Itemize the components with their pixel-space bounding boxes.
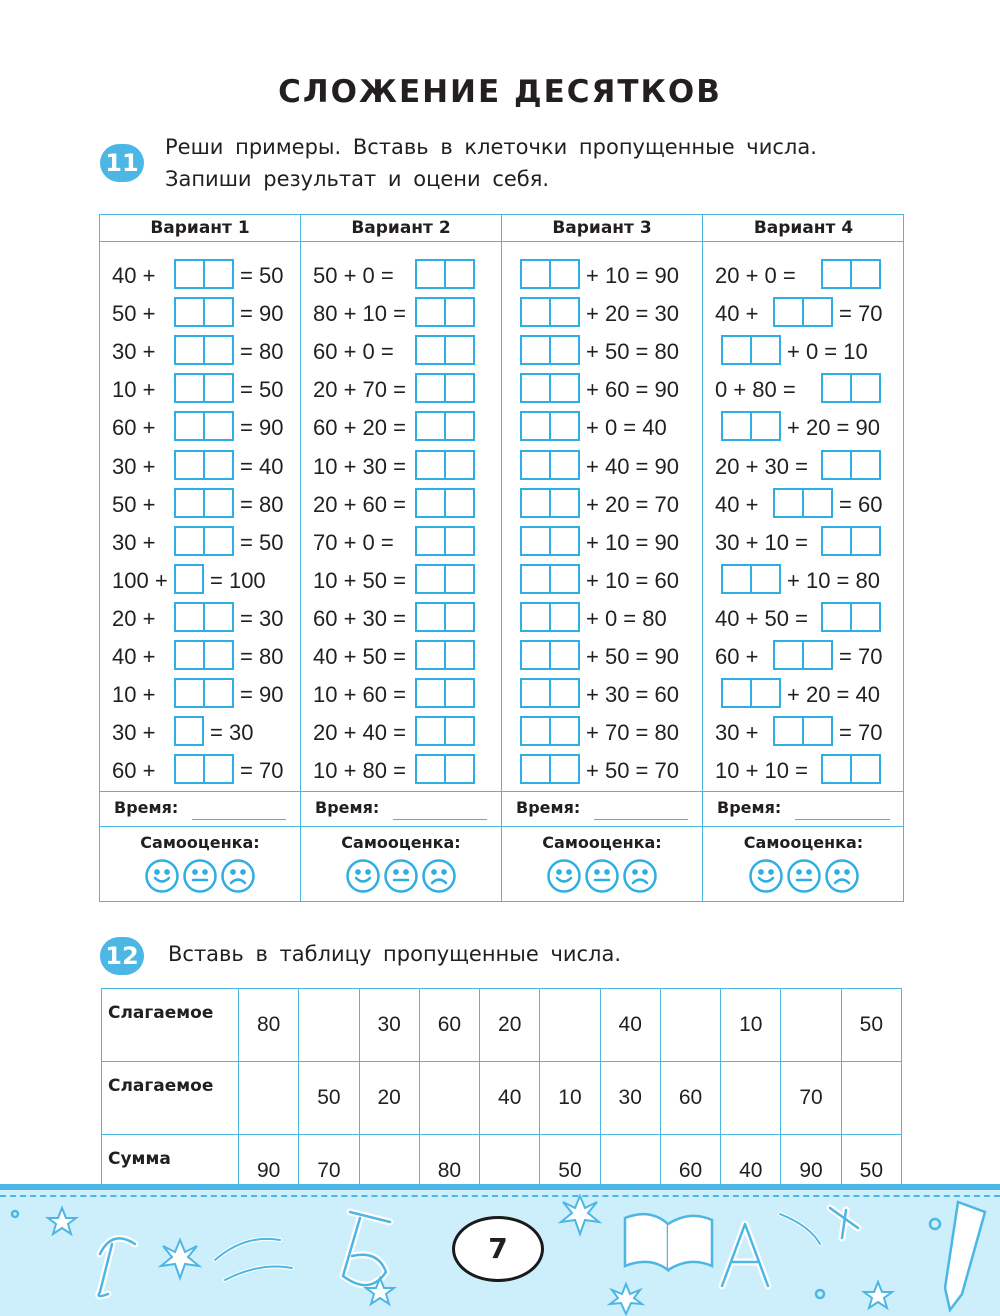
answer-box[interactable] — [721, 335, 781, 365]
equation-right-text: + 0 = 10 — [787, 339, 868, 365]
equation-row — [100, 411, 300, 445]
equation-left-text: 20 + — [112, 605, 156, 631]
answer-box[interactable] — [821, 602, 881, 632]
equation-right-text: = 100 — [210, 567, 266, 593]
answer-box[interactable] — [520, 373, 580, 403]
equation-left-text: 100 + — [112, 567, 168, 593]
task-11-badge: 11 — [100, 144, 144, 182]
equation-row — [703, 754, 904, 788]
equation-left-text: 30 + 10 = — [715, 529, 808, 555]
variant-header: Вариант 2 — [301, 215, 501, 242]
empty-cell[interactable] — [781, 989, 841, 1062]
equation-row — [502, 297, 702, 331]
time-label: Время: — [516, 798, 581, 817]
answer-box[interactable] — [520, 526, 580, 556]
variant-column-1 — [100, 215, 301, 901]
equation-row — [502, 259, 702, 293]
equation-left-text: 30 + — [112, 529, 156, 555]
time-label: Время: — [114, 798, 179, 817]
equation-left-text: 20 + 0 = — [715, 263, 796, 288]
answer-box[interactable] — [415, 488, 475, 518]
equation-row — [100, 335, 300, 369]
equation-left-text: 60 + 20 = — [313, 415, 406, 441]
equation-right-text: = 40 — [240, 453, 284, 479]
self-assessment-label: Самооценка: — [140, 833, 260, 852]
empty-cell[interactable] — [841, 1062, 901, 1135]
equation-right-text: + 20 = 70 — [586, 491, 679, 517]
answer-box[interactable] — [415, 411, 475, 441]
equation-row — [100, 678, 300, 712]
equation-right-text: + 0 = 80 — [586, 605, 667, 631]
equation-right-text: + 50 = 80 — [586, 339, 679, 365]
self-assessment-label: Самооценка: — [341, 833, 461, 852]
equation-row — [703, 488, 904, 522]
answer-box[interactable] — [174, 259, 234, 289]
equation-right-text: + 20 = 30 — [586, 301, 679, 327]
equation-left-text: 60 + — [112, 415, 156, 441]
happy-face-icon[interactable] — [546, 858, 582, 894]
answer-box[interactable] — [415, 754, 475, 784]
equation-left-text: 40 + — [715, 301, 759, 327]
empty-cell[interactable] — [419, 1062, 479, 1135]
answer-box[interactable] — [773, 297, 833, 327]
equation-row — [301, 716, 501, 750]
equation-left-text: 30 + — [715, 720, 759, 746]
equation-left-text: 40 + — [112, 644, 156, 669]
table-cell: 50 — [299, 1062, 359, 1135]
equation-row — [100, 526, 300, 560]
table-cell: 80 — [239, 989, 299, 1062]
happy-face-icon[interactable] — [144, 858, 180, 894]
equation-row — [502, 335, 702, 369]
equation-row — [703, 716, 904, 750]
equation-left-text: 40 + — [715, 491, 759, 517]
equation-right-text: + 0 = 40 — [586, 415, 667, 441]
equation-left-text: 80 + 10 = — [313, 301, 406, 327]
variant-header: Вариант 1 — [100, 215, 300, 242]
equation-right-text: = 50 — [240, 529, 284, 555]
neutral-face-icon[interactable] — [383, 858, 419, 894]
equation-row — [703, 411, 904, 445]
empty-cell[interactable] — [721, 1062, 781, 1135]
answer-box[interactable] — [520, 754, 580, 784]
time-row — [301, 791, 501, 827]
table-cell: 40 — [721, 1135, 781, 1208]
answer-box[interactable] — [174, 602, 234, 632]
time-answer-line[interactable] — [192, 819, 286, 820]
equation-left-text: 20 + 40 = — [313, 720, 406, 746]
answer-box[interactable] — [773, 640, 833, 670]
table-cell: 70 — [781, 1062, 841, 1135]
answer-box[interactable] — [415, 259, 475, 289]
equation-left-text: 20 + 70 = — [313, 377, 406, 403]
table-cell: 50 — [841, 989, 901, 1062]
equation-left-text: 10 + — [112, 377, 156, 403]
answer-box[interactable] — [174, 335, 234, 365]
equation-left-text: 40 + 50 = — [715, 605, 808, 631]
page-title: СЛОЖЕНИЕ ДЕСЯТКОВ — [278, 74, 722, 110]
answer-box[interactable] — [821, 754, 881, 784]
equation-right-text: + 60 = 90 — [586, 377, 679, 403]
answer-box[interactable] — [415, 640, 475, 670]
equation-right-text: + 10 = 80 — [787, 567, 880, 593]
happy-face-icon[interactable] — [748, 858, 784, 894]
equation-left-text: 30 + — [112, 453, 156, 479]
equation-row — [301, 335, 501, 369]
answer-box[interactable] — [415, 564, 475, 594]
answer-box[interactable] — [415, 716, 475, 746]
answer-box[interactable] — [174, 450, 234, 480]
equation-row — [301, 602, 501, 636]
equation-row — [502, 411, 702, 445]
equation-row — [301, 450, 501, 484]
table-cell: 30 — [359, 989, 419, 1062]
answer-box[interactable] — [174, 678, 234, 708]
equation-left-text: 30 + — [112, 720, 156, 746]
equation-right-text: = 70 — [839, 644, 883, 669]
equation-right-text: = 90 — [240, 415, 284, 441]
answer-box[interactable] — [415, 297, 475, 327]
equation-left-text: 10 + — [112, 682, 156, 708]
answer-box[interactable] — [174, 526, 234, 556]
self-assessment-smileys — [703, 858, 904, 898]
variant-header: Вариант 3 — [502, 215, 702, 242]
equation-row — [703, 602, 904, 636]
task-11-line-2: Запиши результат и оцени себя. — [165, 167, 550, 191]
empty-cell[interactable] — [239, 1062, 299, 1135]
equation-left-text: 0 + 80 = — [715, 377, 796, 403]
equation-row — [502, 488, 702, 522]
answer-box[interactable] — [174, 411, 234, 441]
equation-right-text: = 30 — [210, 720, 254, 746]
equation-right-text: = 70 — [839, 720, 883, 746]
equation-row — [502, 526, 702, 560]
answer-box[interactable] — [520, 297, 580, 327]
equation-row — [703, 640, 904, 674]
equation-left-text: 20 + 60 = — [313, 491, 406, 517]
equation-left-text: 60 + 0 = — [313, 339, 394, 365]
equation-right-text: + 20 = 40 — [787, 682, 880, 708]
answer-box[interactable] — [721, 411, 781, 441]
sad-face-icon[interactable] — [220, 858, 256, 894]
answer-box[interactable] — [415, 373, 475, 403]
equation-right-text: + 50 = 70 — [586, 758, 679, 784]
equation-row — [301, 259, 501, 293]
equation-left-text: 60 + — [715, 644, 759, 669]
equation-right-text: = 80 — [240, 339, 284, 365]
answer-box[interactable] — [821, 526, 881, 556]
answer-box[interactable] — [174, 297, 234, 327]
equation-row — [502, 564, 702, 598]
answer-box[interactable] — [174, 488, 234, 518]
equation-row — [703, 259, 904, 293]
equation-row — [100, 373, 300, 407]
equation-row — [100, 754, 300, 788]
answer-box[interactable] — [415, 602, 475, 632]
time-label: Время: — [717, 798, 782, 817]
task-11-instructions — [165, 131, 817, 195]
sad-face-icon[interactable] — [824, 858, 860, 894]
time-row — [100, 791, 300, 827]
time-row — [502, 791, 702, 827]
page-number: 7 — [452, 1216, 544, 1282]
neutral-face-icon[interactable] — [182, 858, 218, 894]
equation-right-text: + 30 = 60 — [586, 682, 679, 708]
equation-left-text: 70 + 0 = — [313, 529, 394, 555]
equation-row — [502, 373, 702, 407]
equation-right-text: = 50 — [240, 263, 284, 288]
variant-column-2 — [301, 215, 502, 901]
self-assessment-label: Самооценка: — [743, 833, 864, 852]
answer-box[interactable] — [174, 754, 234, 784]
answer-box[interactable] — [520, 488, 580, 518]
empty-cell[interactable] — [660, 989, 720, 1062]
equation-row — [301, 411, 501, 445]
equation-left-text: 60 + 30 = — [313, 605, 406, 631]
time-label: Время: — [315, 798, 380, 817]
equation-right-text: = 90 — [240, 301, 284, 327]
equation-left-text: 50 + — [112, 491, 156, 517]
equation-row — [100, 716, 300, 750]
answer-box[interactable] — [174, 716, 204, 746]
row-label: Слагаемое — [102, 1062, 239, 1135]
equation-row — [301, 488, 501, 522]
equation-row — [703, 450, 904, 484]
answer-box[interactable] — [821, 450, 881, 480]
table-cell: 20 — [480, 989, 540, 1062]
equation-row — [301, 526, 501, 560]
answer-box[interactable] — [520, 259, 580, 289]
task-12-instructions: Вставь в таблицу пропущенные числа. — [168, 942, 622, 966]
answer-box[interactable] — [520, 450, 580, 480]
equation-right-text: = 80 — [240, 644, 284, 669]
equation-right-text: = 30 — [240, 605, 284, 631]
self-assessment-smileys — [301, 858, 501, 898]
equation-right-text: + 20 = 90 — [787, 415, 880, 441]
equation-left-text: 50 + — [112, 301, 156, 327]
equation-left-text: 40 + — [112, 263, 156, 288]
equation-row — [502, 640, 702, 674]
empty-cell[interactable] — [299, 989, 359, 1062]
answer-box[interactable] — [415, 526, 475, 556]
answer-box[interactable] — [415, 335, 475, 365]
answer-box[interactable] — [721, 678, 781, 708]
self-assessment-label: Самооценка: — [542, 833, 662, 852]
equation-row — [502, 716, 702, 750]
variant-column-3 — [502, 215, 703, 901]
answer-box[interactable] — [821, 373, 881, 403]
equation-row — [703, 297, 904, 331]
equation-row — [703, 373, 904, 407]
equation-row — [502, 754, 702, 788]
answer-box[interactable] — [520, 640, 580, 670]
equation-left-text: 50 + 0 = — [313, 263, 394, 288]
sad-face-icon[interactable] — [622, 858, 658, 894]
time-answer-line[interactable] — [795, 819, 890, 820]
table-cell: 60 — [660, 1135, 720, 1208]
variant-column-4 — [703, 215, 904, 901]
equation-left-text: 10 + 60 = — [313, 682, 406, 708]
equation-row — [100, 259, 300, 293]
row-label: Сумма — [102, 1135, 239, 1208]
answer-box[interactable] — [773, 716, 833, 746]
table-cell: 90 — [781, 1135, 841, 1208]
empty-cell[interactable] — [540, 989, 600, 1062]
equation-row — [502, 602, 702, 636]
task-12-badge: 12 — [100, 937, 144, 975]
answer-box[interactable] — [520, 335, 580, 365]
table-cell: 10 — [540, 1062, 600, 1135]
equation-row — [703, 526, 904, 560]
equation-right-text: = 60 — [839, 491, 883, 517]
neutral-face-icon[interactable] — [584, 858, 620, 894]
equation-row — [502, 678, 702, 712]
variant-header: Вариант 4 — [703, 215, 904, 242]
equation-row — [100, 450, 300, 484]
table-cell: 40 — [600, 989, 660, 1062]
table-cell: 60 — [660, 1062, 720, 1135]
task-11-line-1: Реши примеры. Вставь в клеточки пропущенные числа. — [165, 135, 817, 159]
answer-box[interactable] — [174, 373, 234, 403]
equation-right-text: + 10 = 60 — [586, 567, 679, 593]
answer-box[interactable] — [415, 678, 475, 708]
equation-left-text: 10 + 50 = — [313, 567, 406, 593]
sad-face-icon[interactable] — [421, 858, 457, 894]
addition-table — [101, 988, 902, 1208]
answer-box[interactable] — [415, 450, 475, 480]
equation-right-text: = 70 — [240, 758, 284, 784]
equation-row — [100, 564, 300, 598]
equation-row — [703, 335, 904, 369]
table-cell: 90 — [239, 1135, 299, 1208]
equation-row — [703, 678, 904, 712]
equation-left-text: 20 + 30 = — [715, 453, 808, 479]
answer-box[interactable] — [520, 716, 580, 746]
equation-right-text: + 10 = 90 — [586, 263, 679, 288]
equation-row — [301, 754, 501, 788]
equation-row — [100, 602, 300, 636]
answer-box[interactable] — [174, 564, 204, 594]
equation-right-text: + 10 = 90 — [586, 529, 679, 555]
row-label: Слагаемое — [102, 989, 239, 1062]
equation-row — [301, 564, 501, 598]
answer-box[interactable] — [174, 640, 234, 670]
table-cell: 70 — [299, 1135, 359, 1208]
equation-row — [100, 488, 300, 522]
equation-row — [301, 297, 501, 331]
self-assessment-smileys — [502, 858, 702, 898]
answer-box[interactable] — [520, 564, 580, 594]
equation-right-text: + 50 = 90 — [586, 644, 679, 669]
table-row — [102, 1062, 902, 1135]
neutral-face-icon[interactable] — [786, 858, 822, 894]
answer-box[interactable] — [520, 678, 580, 708]
equation-left-text: 10 + 10 = — [715, 758, 808, 784]
equation-right-text: = 90 — [240, 682, 284, 708]
answer-box[interactable] — [821, 259, 881, 289]
equation-left-text: 40 + 50 = — [313, 644, 406, 669]
time-answer-line[interactable] — [594, 819, 688, 820]
equation-row — [100, 640, 300, 674]
equation-row — [502, 450, 702, 484]
table-cell: 50 — [540, 1135, 600, 1208]
table-cell: 80 — [419, 1135, 479, 1208]
equation-row — [301, 373, 501, 407]
table-cell: 20 — [359, 1062, 419, 1135]
equation-left-text: 10 + 80 = — [313, 758, 406, 784]
table-cell: 40 — [480, 1062, 540, 1135]
happy-face-icon[interactable] — [345, 858, 381, 894]
answer-box[interactable] — [520, 411, 580, 441]
equation-right-text: = 50 — [240, 377, 284, 403]
equation-left-text: 60 + — [112, 758, 156, 784]
variants-grid — [99, 214, 904, 902]
table-cell: 30 — [600, 1062, 660, 1135]
equation-left-text: 10 + 30 = — [313, 453, 406, 479]
equation-right-text: + 40 = 90 — [586, 453, 679, 479]
time-row — [703, 791, 904, 827]
table-cell: 50 — [841, 1135, 901, 1208]
answer-box[interactable] — [520, 602, 580, 632]
equation-right-text: = 80 — [240, 491, 284, 517]
time-answer-line[interactable] — [393, 819, 487, 820]
answer-box[interactable] — [773, 488, 833, 518]
equation-row — [301, 640, 501, 674]
table-cell: 60 — [419, 989, 479, 1062]
answer-box[interactable] — [721, 564, 781, 594]
self-assessment-smileys — [100, 858, 300, 898]
equation-row — [100, 297, 300, 331]
equation-row — [703, 564, 904, 598]
equation-right-text: = 70 — [839, 301, 883, 327]
table-row — [102, 989, 902, 1062]
equation-right-text: + 70 = 80 — [586, 720, 679, 746]
table-cell: 10 — [721, 989, 781, 1062]
equation-left-text: 30 + — [112, 339, 156, 365]
equation-row — [301, 678, 501, 712]
